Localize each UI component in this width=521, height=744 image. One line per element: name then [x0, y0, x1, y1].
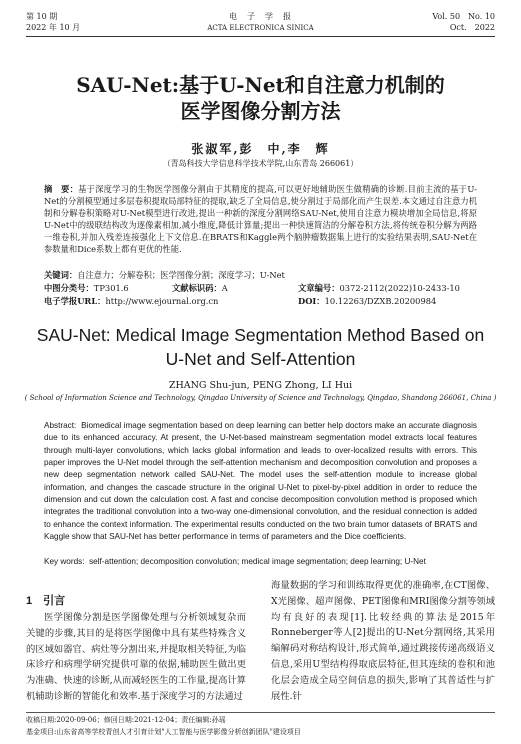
keywords-zh-label: 关键词： — [44, 270, 78, 280]
section-heading-introduction: 1 引言 — [26, 595, 66, 607]
header-rule — [26, 36, 495, 37]
clc-number — [44, 282, 129, 294]
doc-label: 文献标识码： — [172, 283, 222, 293]
abstract-en — [44, 420, 477, 543]
title-zh-line2: 医学图像分割方法 — [180, 99, 341, 123]
journal-url — [44, 295, 218, 307]
affiliation-en: ( School of Information Science and Technology, Qingdao University of Science and Technology, Qingdao, Shandong 266061, China ) — [24, 394, 497, 402]
authors-zh: 张淑军,彭 中,李 辉 — [191, 142, 330, 156]
document-code — [172, 282, 228, 294]
title-en-line2: U-Net and Self-Attention — [165, 349, 356, 369]
clc-value: TP301.6 — [93, 283, 129, 293]
footnote-dates: 收稿日期:2020-09-06；修回日期:2021-12-04；责任编辑:孙瑶 — [26, 716, 226, 724]
volume-date: Oct. 2022 — [449, 23, 495, 32]
doi-value[interactable]: 10.12263/DZXB.20200984 — [324, 296, 437, 306]
issue-date: 2022 年 10 月 — [26, 23, 81, 32]
keywords-en-text: self-attention; decomposition convolution; medical image segmentation; deep learning; U-Net — [89, 557, 426, 566]
affiliation-zh: （青岛科技大学信息科学技术学院,山东青岛 266061） — [162, 159, 359, 168]
doi — [298, 295, 436, 307]
abstract-zh-label: 摘 要： — [44, 184, 79, 194]
title-zh-line1: SAU-Net:基于U-Net和自注意力机制的 — [76, 73, 445, 97]
keywords-zh-text: 自注意力；分解卷积；医学图像分割；深度学习；U-Net — [77, 270, 285, 280]
authors-en: ZHANG Shu-jun, PENG Zhong, LI Hui — [168, 380, 353, 391]
issue-number: 第 10 期 — [26, 12, 58, 21]
clc-label: 中图分类号： — [44, 283, 94, 293]
article-number — [298, 282, 460, 294]
doi-label: DOI： — [298, 296, 325, 306]
journal-name-zh: 电 子 学 报 — [229, 12, 292, 21]
doc-value: A — [221, 283, 228, 293]
keywords-en — [44, 556, 477, 568]
intro-left-column: 医学图像分割是医学图像处理与分析领域复杂而关键的步骤,其目的是将医学图像中具有某些特殊含义的区域如器官、病灶等分割出来,并提取相关特征,为临床诊疗和病理学研究提供可靠的依据,辅助医生做出更为准确、快速的诊断,从而减轻医生的工作量,提高计算机辅助诊断的智能化和效率.基于深度学习的方法通过 — [26, 612, 246, 702]
url-label: 电子学报URL： — [44, 296, 106, 306]
keywords-en-label: Key words: — [44, 557, 85, 566]
abstract-zh — [44, 183, 477, 256]
intro-right-column: 海量数据的学习和训练取得更优的准确率,在CT图像、X光图像、超声图像、PET图像和MRI图像分割等领域均有良好的表现[1].比较经典的算法是2015年Ronneberger等人[2]提出的U-Net分割网络,其采用编解码对称结构设计,形式简单,通过跳接传递高级语义信息,采用U型结构得取底层特征,但其连续的卷积和池化层会造成全局空间信息的损失,影响了其普适性与扩展性.针 — [271, 580, 495, 702]
url-value[interactable]: http://www.ejournal.org.cn — [105, 296, 219, 306]
abstract-en-text: Biomedical image segmentation based on deep learning can better help doctors make an accurate diagnosis due to its enhanced accuracy. At present, the U-Net-based mainstream segmentation model extracts local features through multi-layer convolutions, which lacks global information and leads to over-localized results with errors. This paper improves the U-Net model through the self-attention mechanism and decomposition convolution and proposes a new deep segmentation network called SAU-Net. The model uses the self-attention module to increase global information, and changes the cascade structure in the original U-Net to pixel-by-pixel addition in order to reduce the dimension and cut down the calculation cost. A fast and concise decomposition convolution method is proposed which integrates the traditional convolution into a two-way one-dimensional convolution, and the residual connection is added to enhance the context information. The experimental results conducted on the two brain tumor datasets of BRATS and Kaggle show that SAU-Net has better performance in terms of parameters and the Dice coefficients. — [44, 421, 477, 542]
abstract-en-label: Abstract: — [44, 421, 77, 430]
footnote-rule — [26, 712, 495, 713]
article-value: 0372-2112(2022)10-2433-10 — [339, 283, 460, 293]
footnote-fund: 基金项目:山东省高等学校青创人才引育计划"人工智能与医学影像分析创新团队"建设项目 — [26, 728, 301, 736]
keywords-zh — [44, 269, 477, 281]
title-en-line1: SAU-Net: Medical Image Segmentation Method Based on — [36, 325, 485, 345]
abstract-zh-text: 基于深度学习的生物医学图像分割由于其精度的提高,可以更好地辅助医生做精确的诊断.目前主流的基于U-Net的分割模型通过多层卷积提取局部特征的提取,缺乏了全局信息,使分割过于局部化而产生误差.本文通过自注意力机制和分解卷积策略对U-Net模型进行改进,提出一种新的深度分割网络SAU-Net,使用自注意力模块增加全局信息,将原U-Net中的级联结构改为逐像素相加,减小维度,降低计算量;提出一种快速简洁的分解卷积方法,将传统卷积分解为两路一维卷积,并加入残差连接强化上下文信息.在BRATS和Kaggle两个脑肿瘤数据集上进行的实验结果表明,SAU-Net在参数量和Dice系数上都有更优的性能. — [44, 184, 477, 255]
journal-name-en: ACTA ELECTRONICA SINICA — [207, 24, 314, 32]
volume-number: Vol. 50 No. 10 — [432, 12, 495, 21]
article-label: 文章编号： — [298, 283, 340, 293]
